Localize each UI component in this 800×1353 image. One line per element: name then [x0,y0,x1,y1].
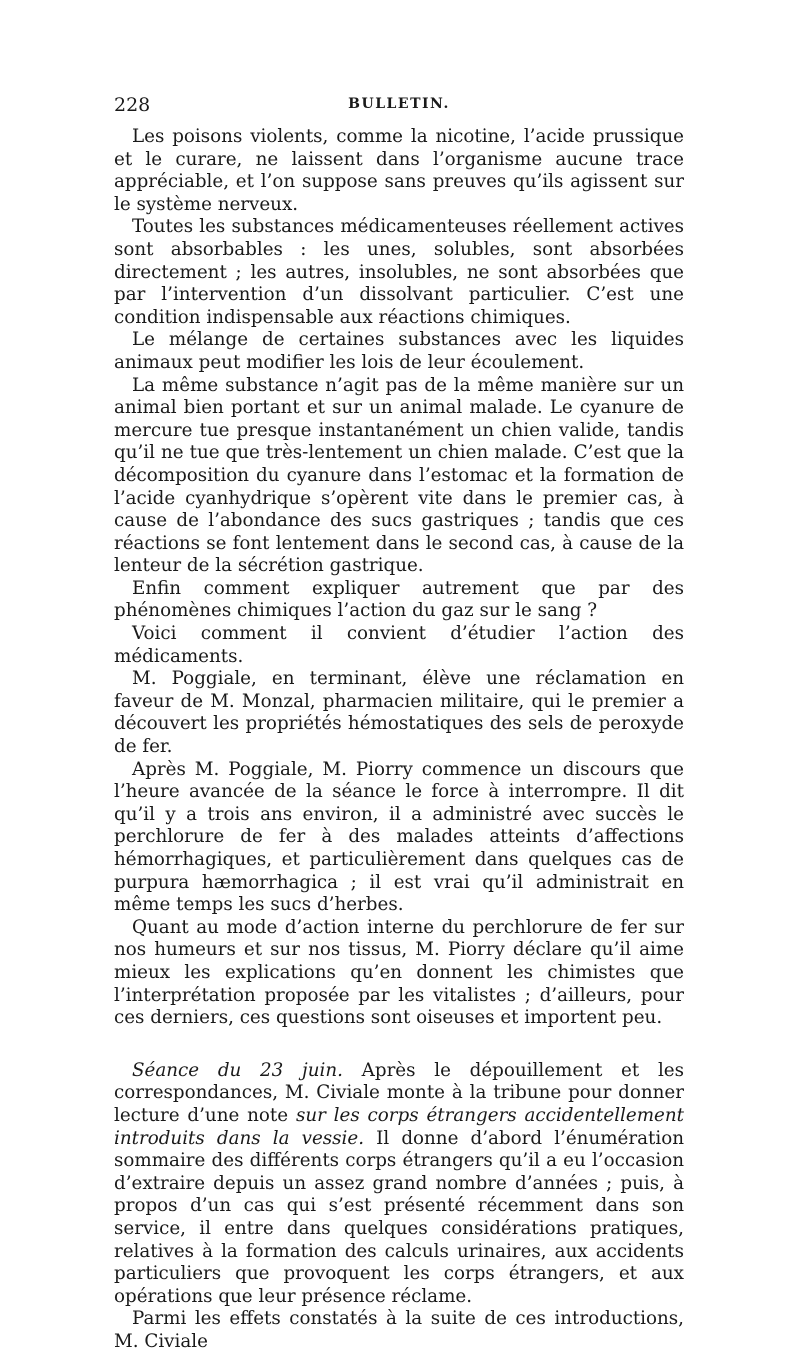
paragraph-poggiale: M. Poggiale, en terminant, élève une réclamation en faveur de M. Monzal, pharmacien militaire, qui le premier a découvert les propriétés hémostatiques des sels de peroxyde de fer. [114,668,684,758]
paragraph-poisons: Les poisons violents, comme la nicotine, l’acide prussique et le curare, ne laissent dans l’organisme aucune trace appréciable, et l’on suppose sans preuves qu’ils agissent sur le système nerveux. [114,126,684,215]
page-body [114,126,684,1353]
seance-date: Séance du 23 juin. [132,1059,343,1081]
section-gap [114,1030,684,1060]
paragraph-substances: Toutes les substances médicamenteuses réellement actives sont absorbables : les unes, solubles, sont absorbées directement ; les autres, insolubles, ne sont absorbées que par l’intervention d’un dissolvant particulier. C’est une condition indispensable aux réactions chimiques. [114,216,684,328]
paragraph-enfin: Enfin comment expliquer autrement que par des phénomènes chimiques l’action du gaz sur le sang ? [114,577,684,622]
seance-text-after: Il donne d’abord l’énumération sommaire des différents corps étrangers qu’il a eu l’occasion d’extraire depuis un assez grand nombre d’années ; puis, à propos d’un cas qui s’est présenté récemment dans son service, il entre dans quelques considérations pratiques, relatives à la formation des calculs urinaires, aux accidents particuliers que provoquent les corps étrangers, et aux opérations que leur présence réclame. [114,1127,684,1307]
paragraph-parmi: Parmi les effets constatés à la suite de ces introductions, M. Civiale [114,1308,684,1352]
note-title: sur les corps étrangers accidentellement introduits dans la vessie. [114,1104,684,1149]
paragraph-seance [114,1060,684,1309]
paragraph-voici: Voici comment il convient d’étudier l’action des médicaments. [114,623,684,667]
seance-text-before: Après le dépouillement et les correspondances, M. Civiale monte à la tribune pour donner lecture d’une note [114,1059,684,1126]
paragraph-piorry: Après M. Poggiale, M. Piorry commence un discours que l’heure avancée de la séance le force à interrompre. Il dit qu’il y a trois ans environ, il a administré avec succès le perchlorure de fer à des malades atteints d’affections hémorrhagiques, et particulièrement dans quelques cas de purpura hæmorrhagica ; il est vrai qu’il administrait en même temps les sucs d’herbes. [114,758,684,916]
paragraph-mode-action: Quant au mode d’action interne du perchlorure de fer sur nos humeurs et sur nos tissus, M. Piorry déclare qu’il aime mieux les explications qu’en donnent les chimistes que l’interprétation proposée par les vitalistes ; d’ailleurs, pour ces derniers, ces questions sont oiseuses et importent peu. [114,916,684,1029]
paragraph-melange: Le mélange de certaines substances avec les liquides animaux peut modifier les lois de leur écoulement. [114,329,684,373]
paragraph-meme-substance: La même substance n’agit pas de la même manière sur un animal bien portant et sur un animal malade. Le cyanure de mercure tue presque instantanément un chien valide, tandis qu’il ne tue que très-lentement un chien malade. C’est que la décomposition du cyanure dans l’estomac et la formation de l’acide cyanhydrique s’opèrent vite dans le premier cas, à cause de l’abondance des sucs gastriques ; tandis que ces réactions se font lentement dans le second cas, à cause de la lenteur de la sécrétion gastrique. [114,374,684,577]
page-number: 228 [114,94,151,116]
page-header [114,94,684,118]
running-head: BULLETIN. [348,96,450,112]
